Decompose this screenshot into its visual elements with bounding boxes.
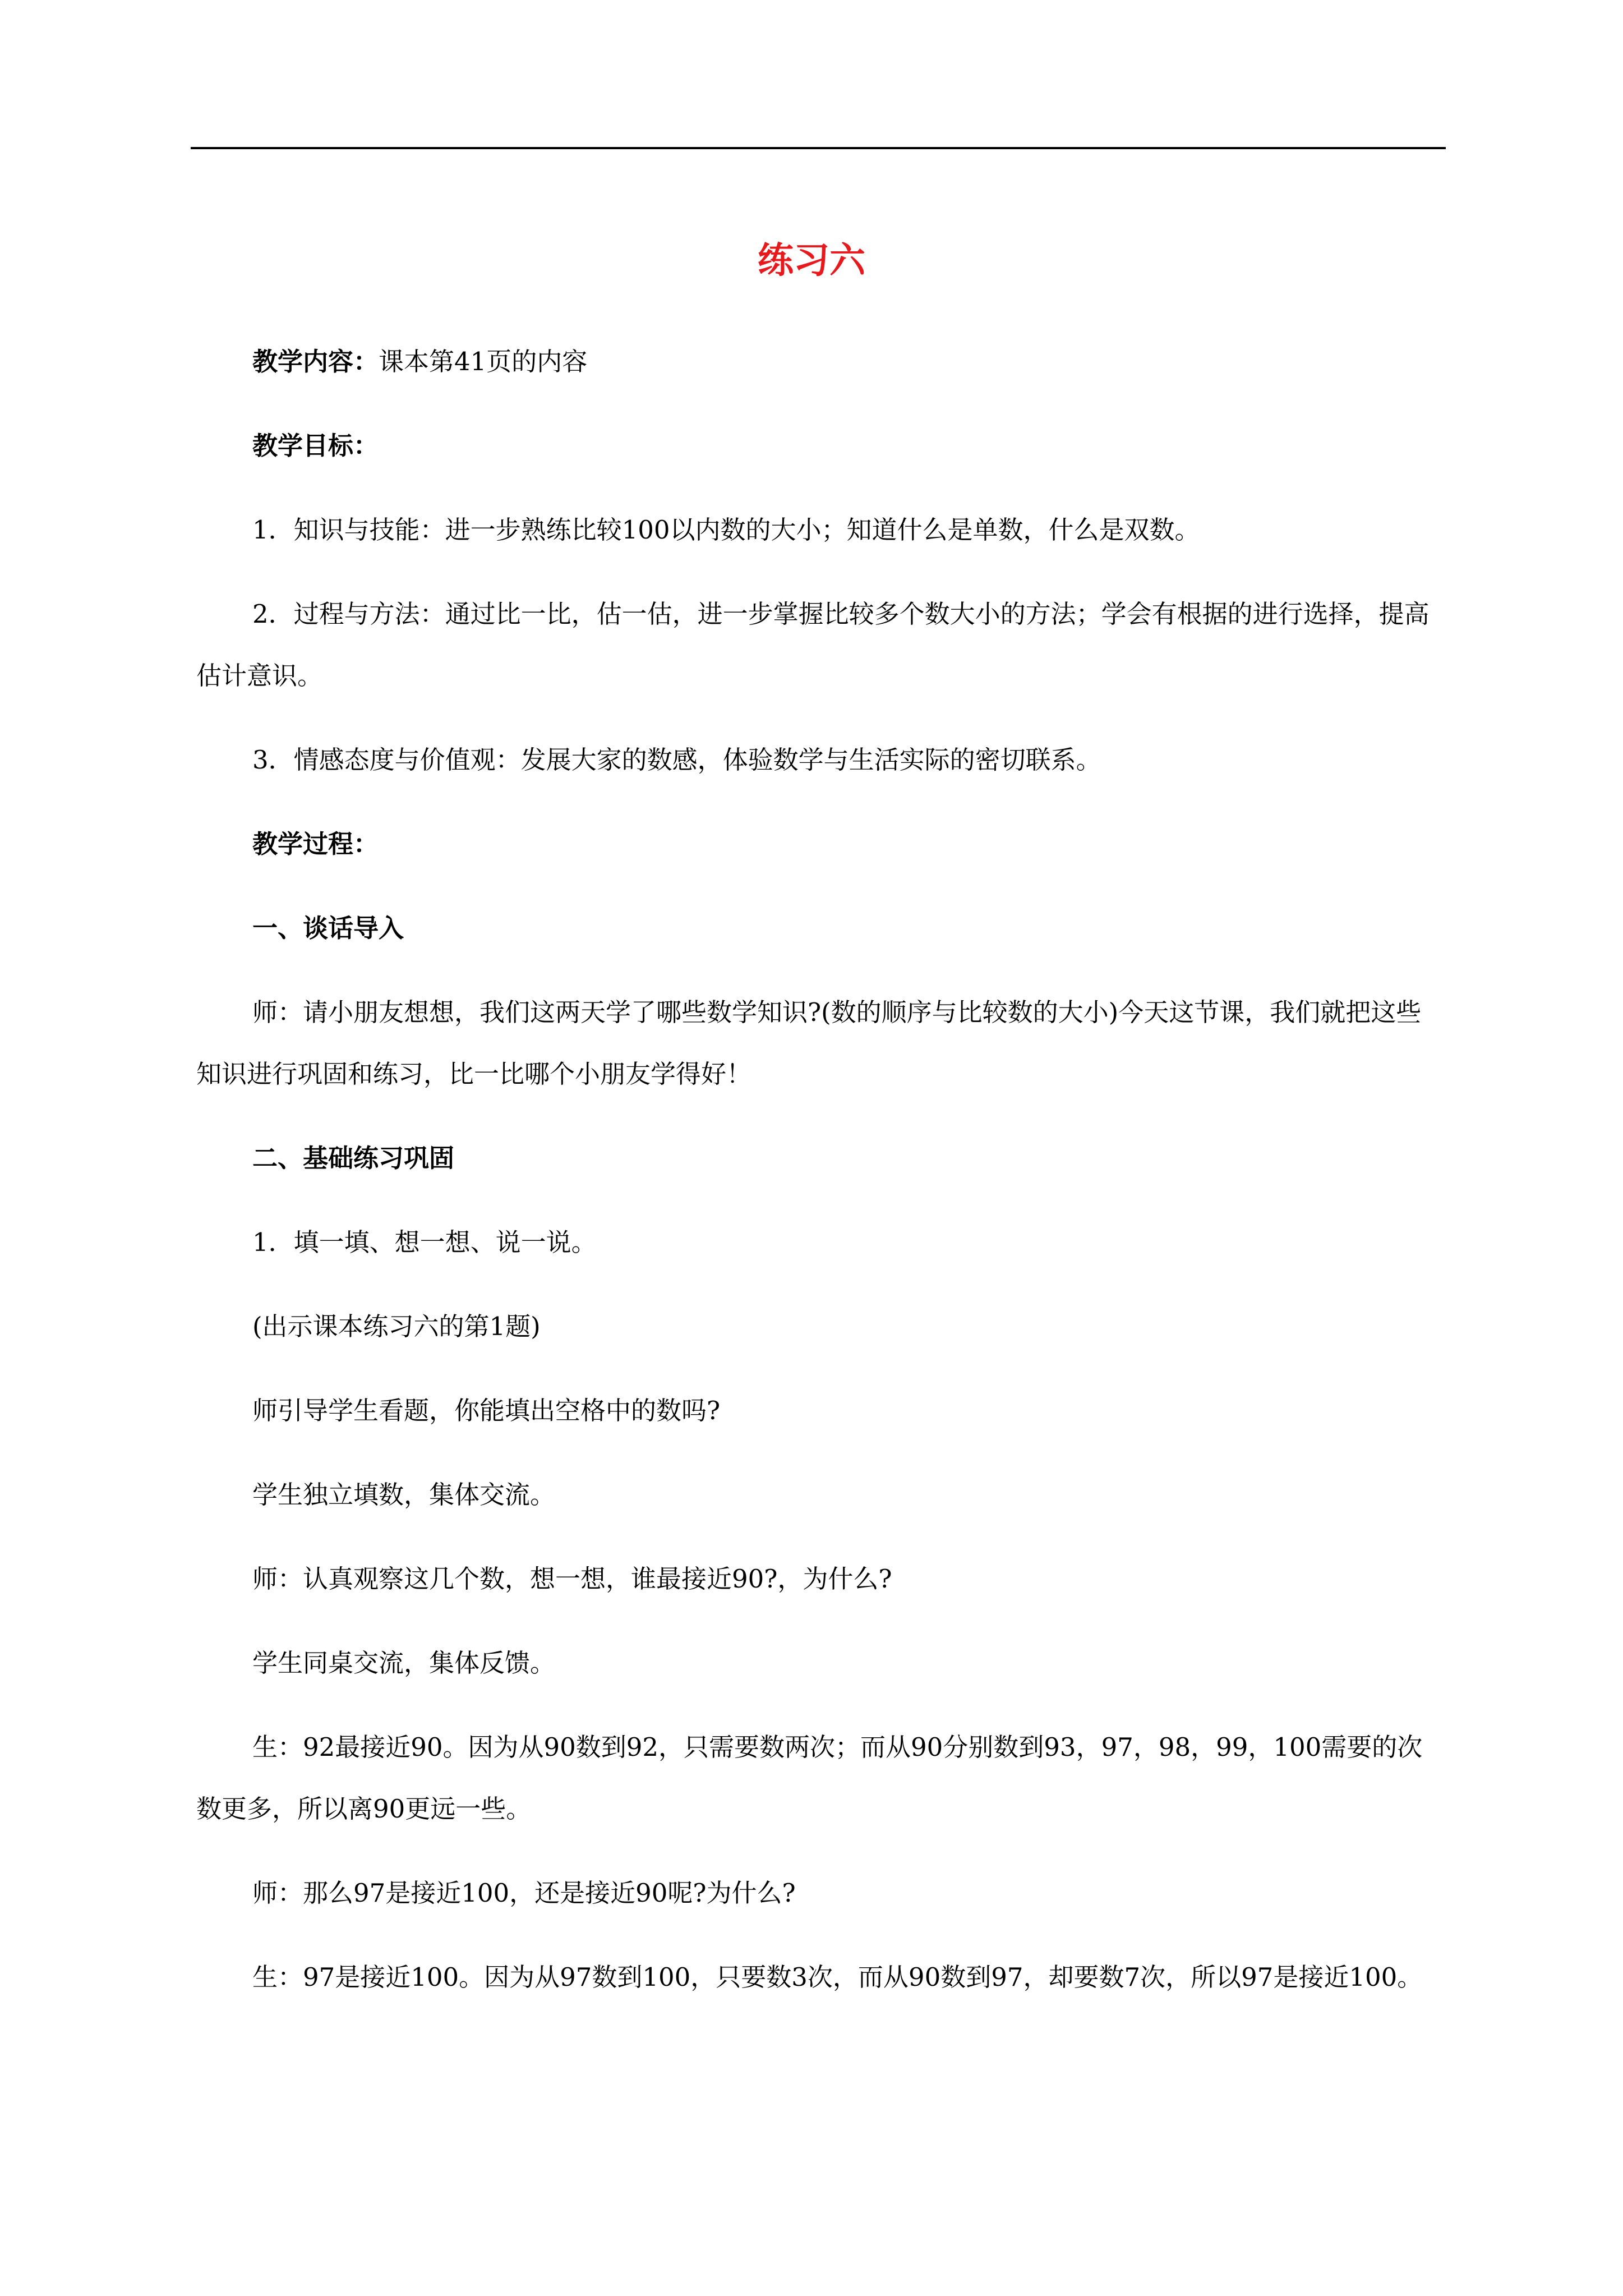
paragraph: 师：那么97是接近100，还是接近90呢?为什么? <box>252 1878 796 1908</box>
paragraph: 学生同桌交流，集体反馈。 <box>252 1648 556 1678</box>
process-heading: 教学过程： <box>252 829 379 859</box>
paragraph: 师引导学生看题，你能填出空格中的数吗? <box>252 1396 721 1425</box>
paragraph: 生：92最接近90。因为从90数到92，只需要数两次；而从90分别数到93，97，98，99，100需要的次数更多，所以离90更远一些。 <box>196 1732 1423 1824</box>
document-body <box>196 331 1446 2031</box>
section-2-heading: 二、基础练习巩固 <box>252 1143 455 1173</box>
item-1-note: (出示课本练习六的第1题) <box>252 1312 541 1341</box>
teaching-content-text: 课本第41页的内容 <box>379 347 588 376</box>
teaching-content-paragraph <box>196 331 1446 393</box>
goal-1: 1．知识与技能：进一步熟练比较100以内数的大小；知道什么是单数，什么是双数。 <box>252 515 1200 545</box>
section-1-heading: 一、谈话导入 <box>252 913 404 943</box>
item-1: 1．填一填、想一想、说一说。 <box>252 1227 597 1257</box>
paragraph: 学生独立填数，集体交流。 <box>252 1480 556 1510</box>
page-title: 练习六 <box>758 240 865 282</box>
goal-2: 2．过程与方法：通过比一比，估一估，进一步掌握比较多个数大小的方法；学会有根据的进行选择，提高估计意识。 <box>196 599 1430 691</box>
teaching-content-label: 教学内容： <box>252 347 379 376</box>
goal-3: 3．情感态度与价值观：发展大家的数感，体验数学与生活实际的密切联系。 <box>252 745 1101 775</box>
header-rule <box>191 147 1446 149</box>
section-1-text: 师：请小朋友想想，我们这两天学了哪些数学知识?(数的顺序与比较数的大小)今天这节课，我们就把这些知识进行巩固和练习，比一比哪个小朋友学得好！ <box>196 997 1422 1089</box>
paragraph: 生：97是接近100。因为从97数到100，只要数3次，而从90数到97，却要数7次，所以97是接近100。 <box>252 1962 1423 1992</box>
paragraph: 师：认真观察这几个数，想一想，谁最接近90?，为什么? <box>252 1564 892 1594</box>
goals-heading: 教学目标： <box>252 431 379 461</box>
